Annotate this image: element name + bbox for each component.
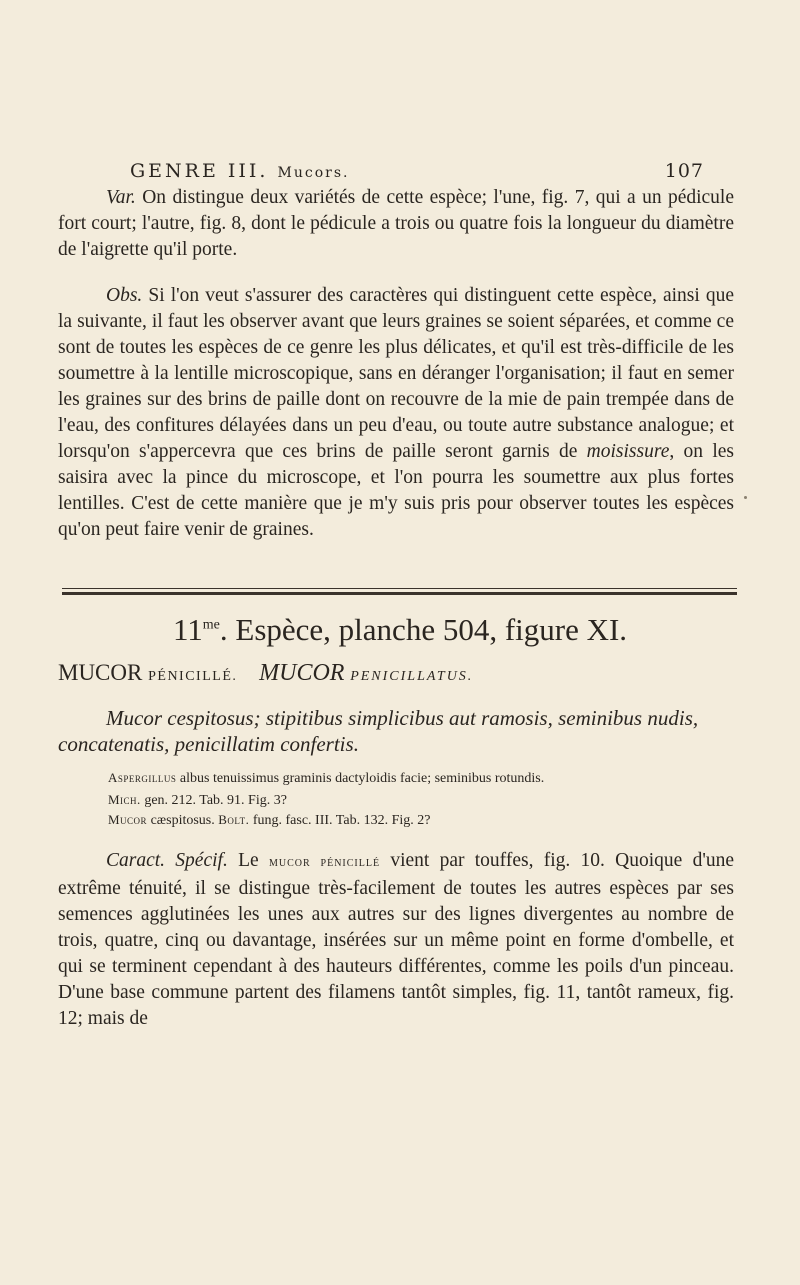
obs-italic: moisissure [586,441,670,462]
var-lead: Var. [106,187,136,208]
caract-smallcaps-name: mucor pénicillé [268,855,381,870]
running-subject: Mucors. [277,165,350,181]
synonym-bolton [108,809,748,831]
obs-text-2: , on les saisira avec la pince du microscope, et l'on pourra les soumettre aux plus fortes lentilles. C'est de cette manière que je m'y suis pris pour observer toutes les espèces qu'on peut faire venir de graines. [58,441,734,540]
diagnosis-text: cespitosus; stipitibus simplicibus aut ramosis, seminibus nudis, concatenatis, penicillatim confertis. [58,706,699,756]
french-genus: MUCOR [58,660,143,685]
obs-text-1: Si l'on veut s'assurer des caractères qui distinguent cette espèce, ainsi que la suivante, il faut les observer avant que leurs graines se soient séparées, et comme ce sont de toutes les espèces de ce genre les plus délicates, et qu'il est très-difficile de les soumettre à la lentille microscopique, sans en déranger l'organisation; il faut en semer les graines sur des brins de paille dont on recouvre de la mie de pain trempée dans de l'eau, des confitures délayées dans un peu d'eau, ou toute autre substance analogue; et lorsqu'on s'appercevra que ces brins de paille seront garnis de [58,285,735,462]
syn2-text: cæspitosus. [147,813,219,828]
species-heading [80,612,720,648]
diagnosis-genus: Mucor [106,706,162,730]
syn1-ref: gen. 212. Tab. 91. Fig. 3? [140,793,287,808]
latin-diagnosis [58,705,734,757]
species-name [58,660,738,687]
chapter-title: GENRE III. [130,160,269,182]
species-number-sup: me [202,617,220,633]
obs-lead: Obs. [106,285,143,306]
syn1-genus: Aspergillus [108,770,177,785]
caract-text-1: Le [227,850,269,871]
syn1-text: albus tenuissimus graminis dactyloidis facie; seminibus rotundis. [176,771,545,786]
latin-genus: MUCOR [259,660,345,686]
syn2-genus: Mucor [108,812,148,827]
latin-epithet: PENICILLATUS. [350,669,474,684]
species-heading-text: . Espèce, planche 504, figure XI. [219,612,628,647]
caract-lead: Caract. Spécif. [106,850,228,871]
french-epithet: PÉNICILLÉ. [148,669,238,684]
running-head [130,160,710,182]
syn1-author: Mich. [108,792,141,807]
var-text: On distingue deux variétés de cette espèce; l'une, fig. 7, qui a un pédicule fort court; l'autre, fig. 8, dont le pédicule a trois ou quatre fois la longueur du diamètre de l'aigrette qu'il porte. [58,187,735,260]
caract-text-2: vient par touffes, fig. 10. Quoique d'une extrême ténuité, il se distingue très-facilement de toutes les autres espèces par ses semences agglutinées les unes aux autres sur des lignes divergentes au nombre de trois, quatre, cinq ou davantage, insérées sur un même point en forme d'ombelle, et qui se terminent cependant à des hauteurs différentes, comme les poils d'un pinceau. D'une base commune partent des filamens tantôt simples, fig. 11, tantôt rameux, fig. 12; mais de [58,850,734,1029]
section-rule [62,588,737,595]
syn2-author: Bolt. [218,812,250,827]
specific-characters-paragraph [58,848,734,1032]
syn2-ref: fung. fasc. III. Tab. 132. Fig. 2? [249,813,431,828]
observation-paragraph [58,283,734,543]
species-number: 11 [172,612,203,647]
page-number: 107 [664,160,704,182]
margin-speck [744,496,747,499]
variety-paragraph [58,185,734,263]
synonym-michel [108,767,748,811]
